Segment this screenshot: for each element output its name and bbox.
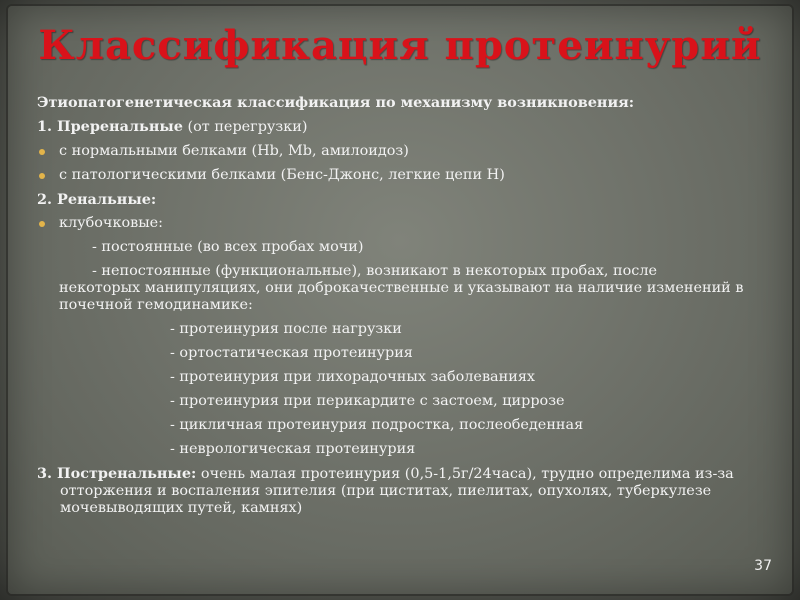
renal-nonpermanent-rest: некоторых манипуляциях, они доброкачественные и указывают на наличие изменений в почечной гемодинамике: — [59, 280, 744, 313]
prerenal-heading: 1. Преренальные — [37, 118, 183, 135]
prerenal-item: с нормальными белками (Hb, Mb, амилоидоз) — [37, 143, 767, 160]
slide-content — [37, 94, 767, 524]
prerenal-note: (от перегрузки) — [182, 119, 308, 135]
prerenal-item: с патологическими белками (Бенс-Джонс, легкие цепи Н) — [37, 167, 767, 184]
renal-subtype: - протеинурия при перикардите с застоем, циррозе — [170, 393, 565, 409]
renal-subtype: - ортостатическая протеинурия — [170, 345, 413, 361]
page-number: 37 — [754, 558, 772, 574]
postrenal-paragraph — [37, 465, 767, 517]
intro-text: Этиопатогенетическая классификация по механизму возникновения: — [37, 94, 635, 111]
renal-subtype: - протеинурия при лихорадочных заболеваниях — [170, 369, 536, 385]
renal-nonpermanent — [37, 263, 767, 314]
renal-subtype: - протеинурия после нагрузки — [170, 321, 402, 337]
renal-glomerular-item: клубочковые: — [37, 215, 767, 232]
postrenal-text: очень малая протеинурия (0,5-1,5г/24часа), трудно определима из-за отторжения и воспаления эпителия (при циститах, пиелитах, опухолях, туберкулезе мочевыводящих путей, камнях) — [60, 466, 734, 516]
renal-heading: 2. Ренальные: — [37, 191, 157, 208]
renal-subtype: - неврологическая протеинурия — [170, 441, 416, 457]
prerenal-heading-line — [37, 118, 767, 136]
slide-title: Классификация протеинурий — [38, 22, 762, 69]
renal-nonpermanent-first: - непостоянные (функциональные), возникают в некоторых пробах, после — [92, 263, 658, 279]
renal-subtype: - цикличная протеинурия подростка, послеобеденная — [170, 417, 584, 433]
renal-permanent: - постоянные (во всех пробах мочи) — [92, 239, 364, 255]
postrenal-heading: 3. Постренальные: — [37, 465, 197, 482]
